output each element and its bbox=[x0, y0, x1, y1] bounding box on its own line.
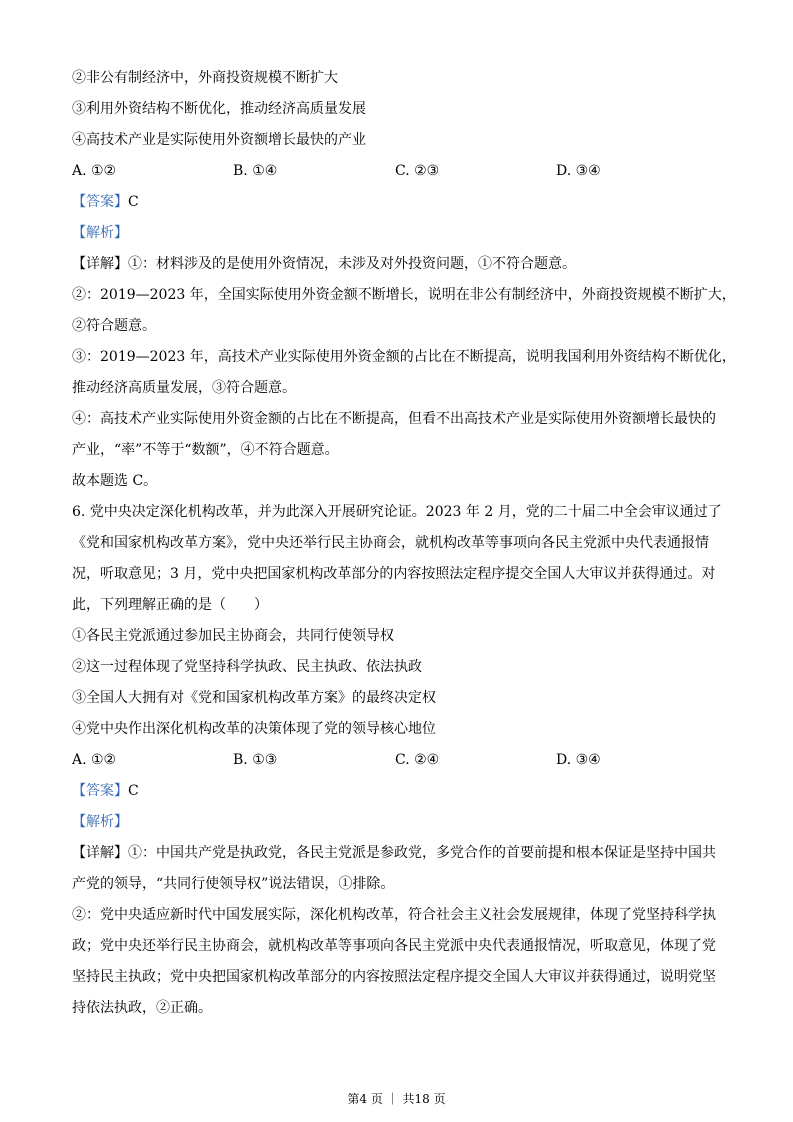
q6-stem-line: 此，下列理解正确的是（ ） bbox=[72, 597, 268, 613]
q5-choice-c: C. ②③ bbox=[395, 163, 440, 179]
q5-detail-line: 故本题选 C。 bbox=[72, 473, 158, 489]
answer-value: C bbox=[128, 783, 139, 799]
q6-choice-a: A. ①② bbox=[72, 752, 117, 768]
answer-value: C bbox=[128, 194, 139, 210]
q5-choice-a: A. ①② bbox=[72, 163, 117, 179]
q6-choice-b: B. ①③ bbox=[233, 752, 278, 768]
page-footer: 第4 页 ｜ 共18 页 bbox=[347, 1092, 446, 1106]
q5-answer bbox=[72, 187, 722, 218]
q6-detail-line: ②：党中央适应新时代中国发展实际，深化机构改革，符合社会主义社会发展规律，体现了党坚持科学执 bbox=[72, 907, 716, 923]
q5-detail-line bbox=[72, 249, 722, 280]
answer-tag: 【答案】 bbox=[72, 194, 128, 210]
q5-detail-line: 产业，“率”不等于“数额”，④不符合题意。 bbox=[72, 442, 339, 458]
q5-option-2: ②非公有制经济中，外商投资规模不断扩大 bbox=[72, 70, 338, 86]
q6-answer bbox=[72, 776, 722, 807]
q6-option-3: ③全国人大拥有对《党和国家机构改革方案》的最终决定权 bbox=[72, 690, 436, 706]
q5-detail-line: ②符合题意。 bbox=[72, 318, 156, 334]
detail-text: ①：中国共产党是执政党，各民主党派是参政党，多党合作的首要前提和根本保证是坚持中国共 bbox=[128, 845, 716, 861]
q5-option-4: ④高技术产业是实际使用外资额增长最快的产业 bbox=[72, 132, 366, 148]
detail-tag: 【详解】 bbox=[72, 845, 128, 861]
detail-text: ①：材料涉及的是使用外资情况，未涉及对外投资问题，①不符合题意。 bbox=[128, 256, 576, 272]
q5-detail-line: ②：2019—2023 年，全国实际使用外资金额不断增长，说明在非公有制经济中，外商投资规模不断扩大， bbox=[72, 287, 736, 303]
detail-tag: 【详解】 bbox=[72, 256, 128, 272]
q5-detail-line: 推动经济高质量发展，③符合题意。 bbox=[72, 380, 296, 396]
q5-choices bbox=[72, 156, 722, 187]
q5-detail-line: ③：2019—2023 年，高技术产业实际使用外资金额的占比在不断提高，说明我国利用外资结构不断优化， bbox=[72, 349, 736, 365]
q6-detail-line: 政；党中央还举行民主协商会，就机构改革等事项向各民主党派中央代表通报情况，听取意见，体现了党 bbox=[72, 938, 716, 954]
q6-detail-line: 坚持民主执政；党中央把国家机构改革部分的内容按照法定程序提交全国人大审议并获得通过，说明党坚 bbox=[72, 969, 716, 985]
q5-detail-line: ④：高技术产业实际使用外资金额的占比在不断提高，但看不出高技术产业是实际使用外资额增长最快的 bbox=[72, 411, 716, 427]
q6-stem-line: 况，听取意见；3 月，党中央把国家机构改革部分的内容按照法定程序提交全国人大审议并获得通过。对 bbox=[72, 566, 716, 582]
q6-detail-line: 持依法执政，②正确。 bbox=[72, 1000, 212, 1016]
q6-option-1: ①各民主党派通过参加民主协商会，共同行使领导权 bbox=[72, 628, 394, 644]
answer-tag: 【答案】 bbox=[72, 783, 128, 799]
q6-option-4: ④党中央作出深化机构改革的决策体现了党的领导核心地位 bbox=[72, 721, 436, 737]
page-content bbox=[72, 63, 736, 1024]
q6-choice-c: C. ②④ bbox=[395, 752, 440, 768]
q6-choice-d: D. ③④ bbox=[556, 752, 601, 768]
q5-choice-d: D. ③④ bbox=[556, 163, 601, 179]
q5-choice-b: B. ①④ bbox=[233, 163, 278, 179]
q6-choices bbox=[72, 745, 722, 776]
q5-analysis-tag: 【解析】 bbox=[72, 225, 128, 241]
q5-option-3: ③利用外资结构不断优化，推动经济高质量发展 bbox=[72, 101, 366, 117]
q6-detail-line: 产党的领导，“共同行使领导权”说法错误，①排除。 bbox=[72, 876, 395, 892]
q6-detail-line bbox=[72, 838, 722, 869]
q6-stem-line: 《党和国家机构改革方案》，党中央还举行民主协商会，就机构改革等事项向各民主党派中央代表通报情 bbox=[72, 535, 709, 551]
q6-stem-line: 6. 党中央决定深化机构改革，并为此深入开展研究论证。2023 年 2 月，党的二十届二中全会审议通过了 bbox=[72, 504, 722, 520]
q6-analysis-tag: 【解析】 bbox=[72, 814, 128, 830]
q6-option-2: ②这一过程体现了党坚持科学执政、民主执政、依法执政 bbox=[72, 659, 422, 675]
